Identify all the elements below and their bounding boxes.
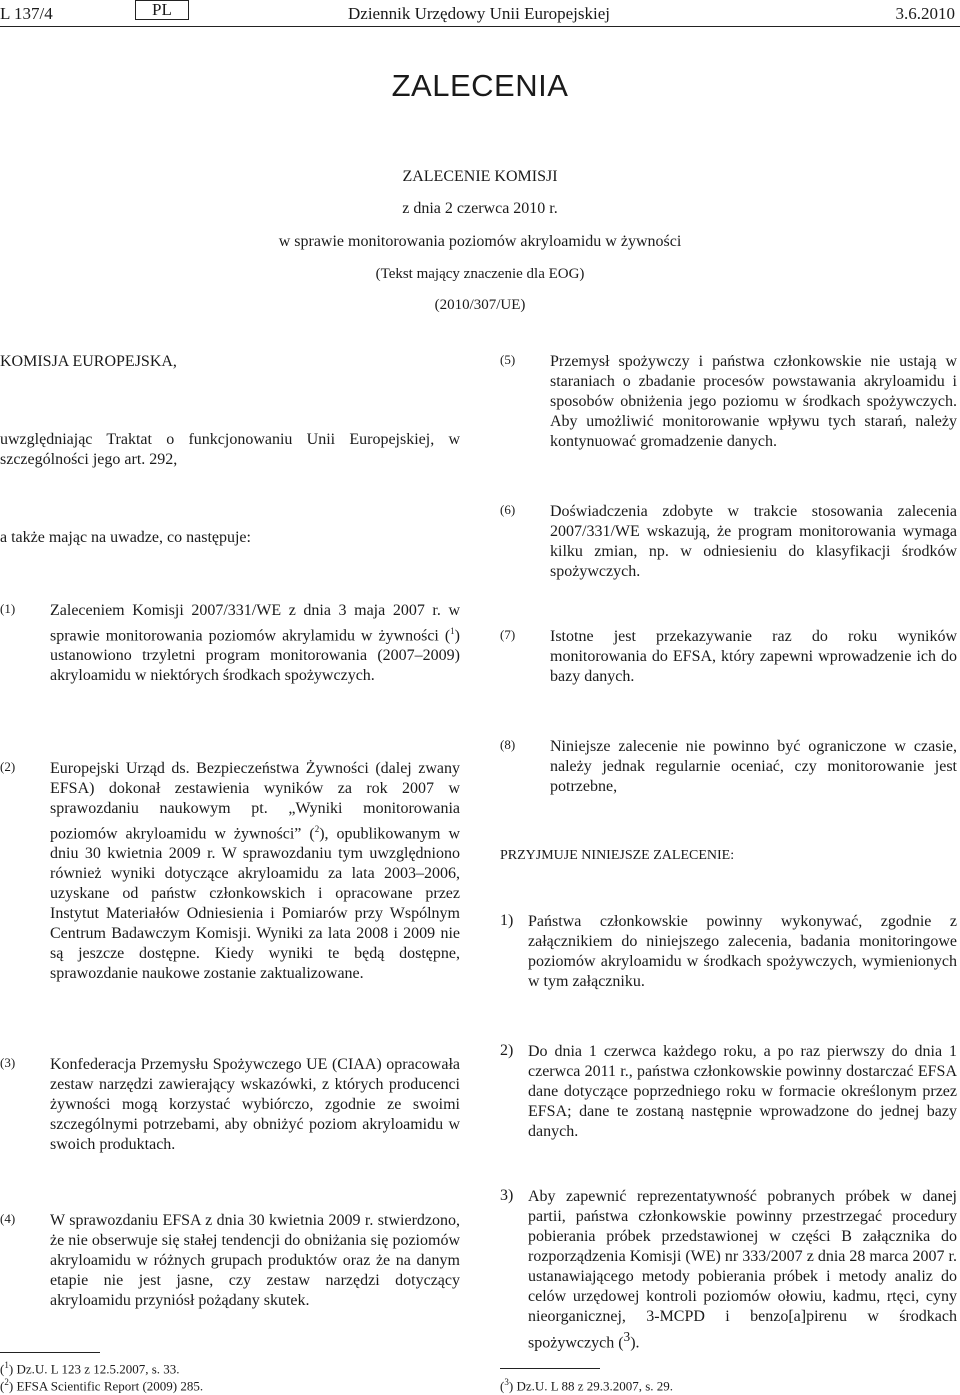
whereas-line: a także mając na uwadze, co następuje: xyxy=(0,529,251,546)
eea-relevance: (Tekst mający znaczenie dla EOG) xyxy=(375,266,585,282)
recital-7: (7) Istotne jest przekazywanie raz do roku wyników monitorowania do EFSA, który zapewni wprowadzenie ich do bazy danych. xyxy=(500,627,957,685)
act-number: (2010/307/UE) xyxy=(434,297,526,313)
point-2: 2) Do dnia 1 czerwca każdego roku, a po raz pierwszy do dnia 1 czerwca 2011 r., państwa członkowskie powinny dostarczać EFSA dane dotyczące poprzedniego roku w formacie określonym przez EFSA; dane te zostaną następnie wprowadzone do jednej bazy danych. xyxy=(500,1042,957,1140)
recital-4: (4) W sprawozdaniu EFSA z dnia 30 kwietnia 2009 r. stwierdzono, że nie obserwuje się stałej tendencji do obniżania się poziomów akryloamidu w różnych grupach produktów oraz że na danym etapie nie jest jasne, czy zestaw narzędzi dotyczący akryloamidu przyniósł pożądany skutek. xyxy=(0,1211,460,1309)
recital-5: (5) Przemysł spożywczy i państwa członkowskie nie ustają w staraniach o zbadanie procesów powstawania akryloamidu i sposobów obniżenia jego poziomu w środkach spożywczych. Aby umożliwić monitorowanie wpływu tych starań, należy kontynuować gromadzenie danych. xyxy=(500,352,957,450)
act-kind: ZALECENIE KOMISJI xyxy=(402,168,558,185)
recital-number: (2) xyxy=(0,759,16,774)
recital-2: (2) Europejski Urząd ds. Bezpieczeństwa Żywności (dalej zwany EFSA) dokonał zestawienia wyników za rok 2007 w sprawozdaniu naukowym pt. „Wyniki monitorowania poziomów akryloamidu w żywności” ($^2$), opublikowanym w dniu 30 kwietnia 2009 r. W sprawozdaniu tym uwzględniono również wyniki dotyczące akryloamidu za lata 2003–2006, uzyskane od państw członkowskich i opracowane przez Instytut Materiałów Odniesienia i Pomiarów przy Wspólnym Centrum Badawczym Komisji. Wyniki za lata 2008 i 2009 nie są jeszcze dostępne. Kiedy wyniki te będą dostępne, sprawozdanie naukowe zostanie zaktualizowane. xyxy=(0,759,461,983)
recital-number: (5) xyxy=(500,352,516,367)
point-number: 1) xyxy=(500,912,514,929)
point-1: 1) Państwa członkowskie powinny wykonywać, zgodnie z załącznikiem do niniejszego zalecenia, badania monitoringowe poziomów akryloamidu w środkach spożywczych, wymienionych w tym załączniku. xyxy=(500,912,957,990)
section-title: ZALECENIA xyxy=(391,68,569,103)
recital-number: (8) xyxy=(500,737,516,752)
recital-number: (6) xyxy=(500,502,516,517)
journal-title: Dziennik Urzędowy Unii Europejskiej xyxy=(348,4,611,23)
footnote-2: ($^2$) EFSA Scientific Report (2009) 285. xyxy=(0,1377,204,1394)
footnote-separator xyxy=(500,1368,600,1369)
adopts-heading: PRZYJMUJE NINIEJSZE ZALECENIE: xyxy=(500,848,735,863)
recital-number: (3) xyxy=(0,1055,16,1070)
footnote-ref[interactable]: 1 xyxy=(450,626,455,636)
act-subject: w sprawie monitorowania poziomów akryloamidu w żywności xyxy=(278,233,682,250)
language-code-box: PL xyxy=(135,0,189,20)
point-number: 3) xyxy=(500,1187,514,1204)
footnote-3: ($^3$) Dz.U. L 88 z 29.3.2007, s. 29. xyxy=(500,1377,674,1394)
recital-3: (3) Konfederacja Przemysłu Spożywczego UE (CIAA) opracowała zestaw narzędzi zawierający wskazówki, z których producenci żywności mogą korzystać wybiórczo, zgodnie ze swoimi szczególnymi potrzebami, aby obniżyć poziom akryloamidu w swoich produktach. xyxy=(0,1055,460,1153)
act-date: z dnia 2 czerwca 2010 r. xyxy=(402,200,558,217)
page-reference: L 137/4 xyxy=(0,4,53,23)
point-3: 3) Aby zapewnić reprezentatywność pobranych próbek w danej partii, państwa członkowskie powinny przestrzegać procedury pobierania próbek przedstawionej w części B załącznika do rozporządzenia Komisji (WE) nr 333/2007 z dnia 28 marca 2007 r. ustanawiającego metody pobierania próbek i metody analiz do celów urzędowej kontroli poziomów ołowiu, kadmu, rtęci, cyny nieorganicznej, 3-MCPD i benzo[a]pirenu w środkach spożywczych ($^3$). xyxy=(500,1187,957,1352)
publication-date: 3.6.2010 xyxy=(895,4,955,23)
recital-number: (1) xyxy=(0,601,16,616)
author-line: KOMISJA EUROPEJSKA, xyxy=(0,353,177,370)
recital-number: (7) xyxy=(500,627,516,642)
footnote-1: ($^1$) Dz.U. L 123 z 12.5.2007, s. 33. xyxy=(0,1360,180,1377)
footnote-ref[interactable]: 3 xyxy=(623,1329,631,1344)
recital-1: (1) Zaleceniem Komisji 2007/331/WE z dnia 3 maja 2007 r. w sprawie monitorowania poziomów akrylamidu w żywności ($^1$) ustanowiono trzyletni program monitorowania (2007–2009) akryloamidu w niektórych środkach spożywczych. xyxy=(0,601,460,685)
having-regard: uwzględniając Traktat o funkcjonowaniu Unii Europejskiej, w szczególności jego art. 292, xyxy=(0,431,460,468)
point-number: 2) xyxy=(500,1042,514,1059)
footnote-separator xyxy=(0,1352,100,1353)
footnote-ref[interactable]: 2 xyxy=(314,824,320,834)
recital-8: (8) Niniejsze zalecenie nie powinno być ograniczone w czasie, należy jednak regularnie oceniać, czy monitorowanie jest potrzebne, xyxy=(500,737,957,795)
header-rule xyxy=(0,26,960,27)
recital-6: (6) Doświadczenia zdobyte w trakcie stosowania zalecenia 2007/331/WE wskazują, że program monitorowania wymaga kilku zmian, np. w odniesieniu do klasyfikacji środków spożywczych. xyxy=(500,502,957,580)
recital-number: (4) xyxy=(0,1211,16,1226)
